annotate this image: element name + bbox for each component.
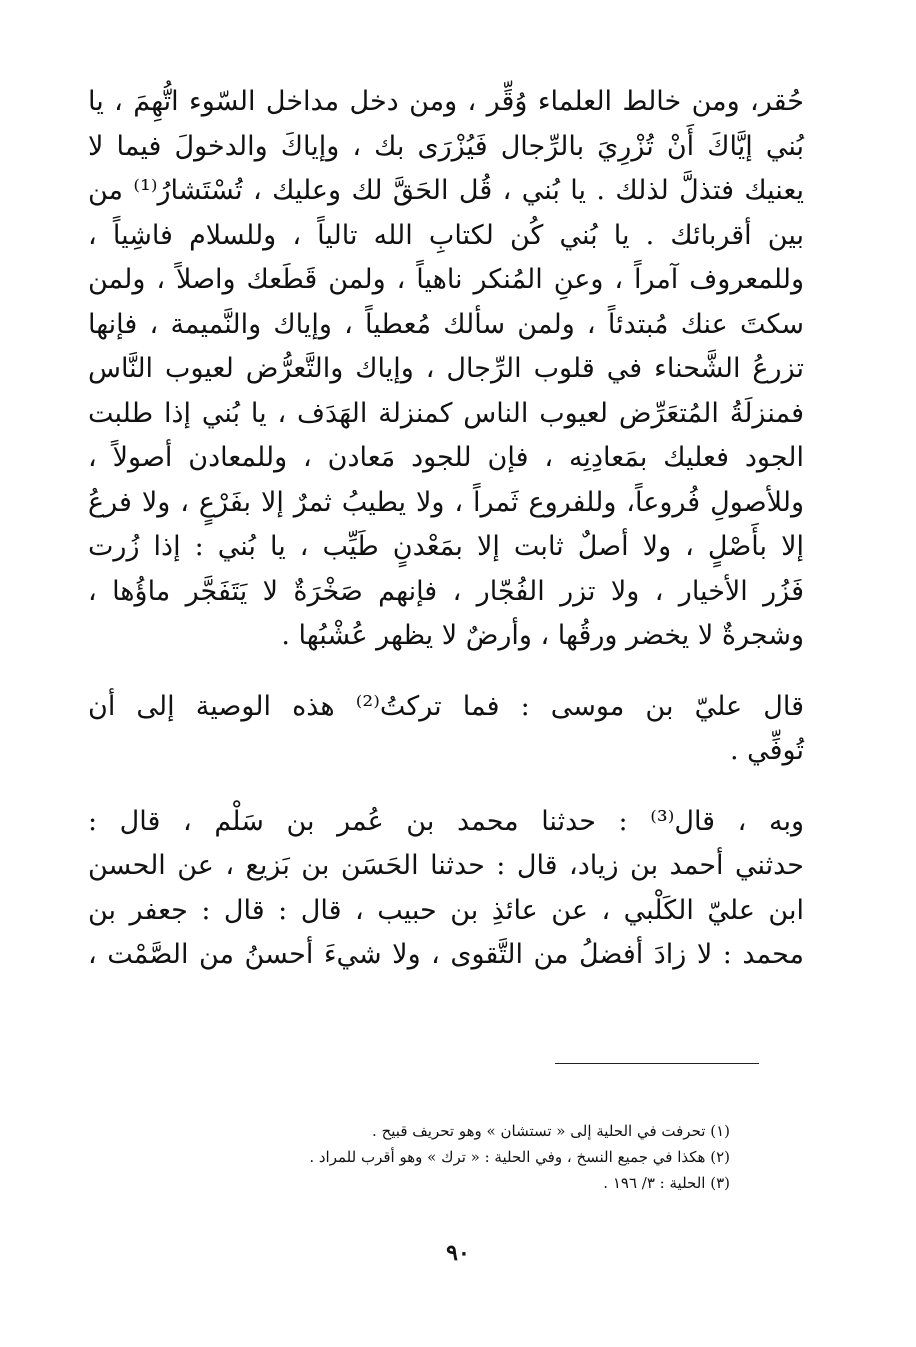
text-line: فَزُر الأخيار ، ولا تزر الفُجّار ، فإنهم صَخْرَةٌ لا يَتَفَجَّر ماؤُها ،	[88, 575, 804, 607]
text-line: وللمعروف آمراً ، وعنِ المُنكر ناهياً ، ولمن قَطَعك واصلاً ، ولمن	[88, 264, 804, 295]
text-line: إلا بأَصْلٍ ، ولا أصلٌ ثابت إلا بمَعْدنٍ طَيِّب ، يا بُني : إذا زُرت	[88, 531, 804, 562]
text-line: وشجرةٌ لا يخضر ورقُها ، وأرضٌ لا يظهر عُشْبُها .	[281, 620, 804, 651]
paragraph-narrator-note	[88, 685, 804, 774]
text-line: فمنزلَةُ المُتعَرِّض لعيوب الناس كمنزلة الهَدَف ، يا بُني إذا طلبت	[88, 397, 804, 429]
main-text	[88, 80, 804, 978]
text-line: تزرعُ الشَّحناء في قلوب الرِّجال ، وإياك والتَّعرُّض لعيوب النَّاس	[88, 353, 804, 384]
paragraph-isnad	[88, 800, 804, 978]
footnote-1: (١) تحرفت في الحلية إلى « تستشان » وهو تحريف قبيح .	[372, 1122, 730, 1140]
paragraph-gap	[88, 659, 804, 685]
text-line: حُقر، ومن خالط العلماء وُقِّر ، ومن دخل مداخل السّوء اتُّهِمَ ، يا	[88, 86, 804, 117]
footnote-separator	[555, 1063, 759, 1064]
text-line: محمد : لا زادَ أفضلُ من التَّقوى ، ولا شيءَ أحسنُ من الصَّمْت ،	[88, 939, 804, 970]
text-line: سكتَ عنك مُبتدئاً ، ولمن سألك مُعطياً ، وإياك والنَّميمة ، فإنها	[88, 308, 804, 340]
text-line: بين أقربائك . يا بُني كُن لكتابِ الله تالياً ، وللسلام فاشِياً ،	[88, 219, 804, 251]
footnote-3: (٣) الحلية : ٣/ ١٩٦ .	[603, 1174, 730, 1192]
footnotes	[140, 1118, 730, 1196]
paragraph-testament	[88, 80, 804, 659]
text-line: بُني إيَّاكَ أَنْ تُزْرِيَ بالرِّجال فَيُزْرَى بك ، وإياكَ والدخولَ فيما لا	[88, 130, 804, 162]
paragraph-gap	[88, 774, 804, 800]
text-line: يعنيك فتذلَّ لذلك . يا بُني ، قُل الحَقَّ لك وعليك ، تُسْتَشارُ⁽¹⁾ من	[88, 175, 804, 206]
footnote-2: (٢) هكذا في جميع النسخ ، وفي الحلية : « ترك » وهو أقرب للمراد .	[309, 1148, 730, 1166]
page-number: ٩٠	[446, 1240, 470, 1266]
text-line: قال عليّ بن موسى : فما تركتُ⁽²⁾ هذه الوصية إلى أن	[88, 690, 804, 722]
text-line: تُوفِّي .	[729, 735, 804, 766]
text-line: ابن عليّ الكَلْبي ، عن عائذِ بن حبيب ، قال : قال : جعفر بن	[88, 894, 804, 926]
text-line: وبه ، قال⁽³⁾ : حدثنا محمد بن عُمر بن سَلْم ، قال :	[88, 805, 805, 837]
text-line: الجود فعليك بمَعادِنِه ، فإن للجود مَعادن ، وللمعادن أصولاً ،	[88, 442, 804, 473]
text-line: حدثني أحمد بن زياد، قال : حدثنا الحَسَن بن بَزيع ، عن الحسن	[88, 850, 804, 881]
text-line: وللأصولِ فُروعاً، وللفروع ثَمراً ، ولا يطيبُ ثمرٌ إلا بفَرْعٍ ، ولا فرعُ	[88, 486, 804, 518]
